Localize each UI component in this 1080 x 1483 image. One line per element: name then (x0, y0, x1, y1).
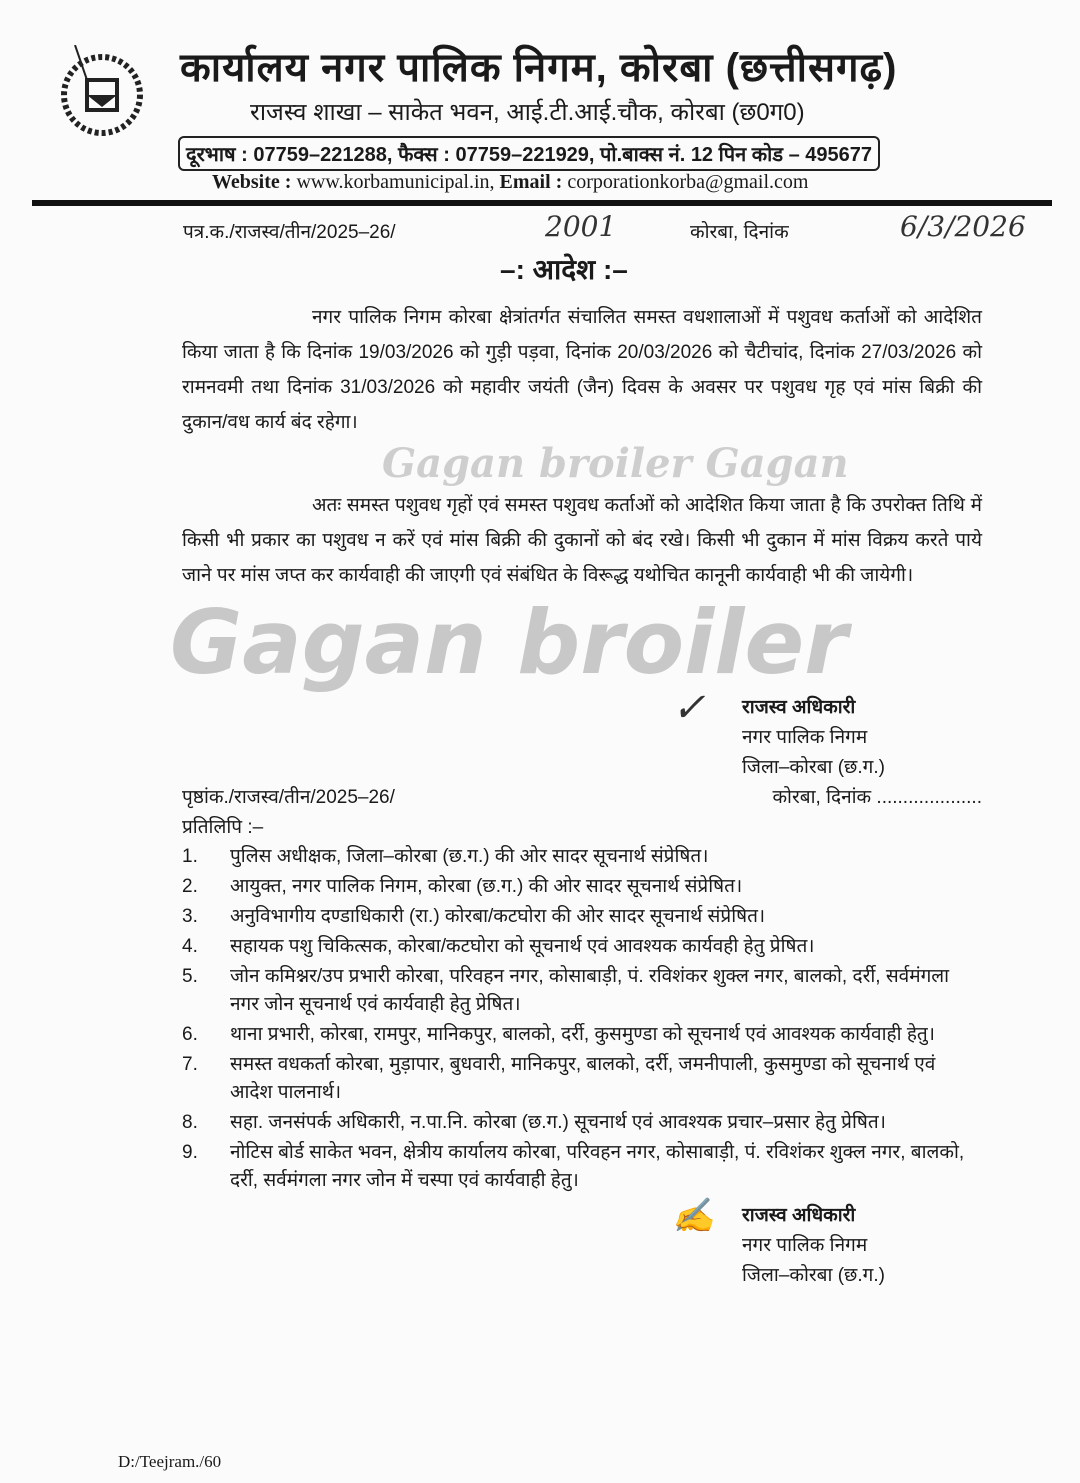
item-text: सहा. जनसंपर्क अधिकारी, न.पा.नि. कोरबा (छ.ग.) सूचनार्थ एवं आवश्यक प्रचार–प्रसार हेतु प्रेषित। (230, 1112, 886, 1133)
list-item (182, 873, 982, 901)
office-title: कार्यालय नगर पालिक निगम, कोरबा (छत्तीसगढ़) (180, 46, 898, 90)
item-number: 4. (182, 936, 198, 957)
signatory-2-title: राजस्व अधिकारी (742, 1205, 856, 1226)
signature-block-1 (672, 685, 982, 783)
endorsement-row (182, 783, 982, 813)
signatory-1-title: राजस्व अधिकारी (742, 697, 856, 718)
item-number: 7. (182, 1054, 198, 1075)
item-text: जोन कमिश्नर/उप प्रभारी कोरबा, परिवहन नगर, कोसाबाड़ी, पं. रविशंकर शुक्ल नगर, बालको, दर्री, सर्वमंगला नगर जोन सूचनार्थ एवं कार्यवाही हेतु प्रेषित। (230, 966, 950, 1015)
place-date-label: कोरबा, दिनांक (690, 222, 789, 243)
copy-recipient-list (182, 843, 982, 1197)
list-item (182, 1109, 982, 1137)
signature-mark-1: ✓ (672, 685, 706, 731)
list-item (182, 933, 982, 961)
list-item (182, 1021, 982, 1049)
header-divider (32, 200, 1052, 206)
order-paragraph-2: अतः समस्त पशुवध गृहों एवं समस्त पशुवध कर्ताओं को आदेशित किया जाता है कि उपरोक्त तिथि में किसी भी प्रकार का पशुवध न करें एवं मांस बिक्री की दुकानों को बंद रखे। किसी भी दुकान में मांस विक्रय करते पाये जाने पर मांस जप्त कर कार्यवाही की जाएगी एवं संबंधित के विरूद्ध यथोचित कानूनी कार्यवाही भी की जायेगी। (182, 495, 982, 586)
item-text: आयुक्त, नगर पालिक निगम, कोरबा (छ.ग.) की ओर सादर सूचनार्थ संप्रेषित। (230, 876, 743, 897)
list-item (182, 1139, 982, 1195)
list-item (182, 903, 982, 931)
signature-block-2 (672, 1196, 982, 1291)
list-item (182, 963, 982, 1019)
email-label: Email : (499, 171, 563, 193)
item-text: थाना प्रभारी, कोरबा, रामपुर, मानिकपुर, बालको, दर्री, कुसमुण्डा को सूचनार्थ एवं आवश्यक कार्यवाही हेतु। (230, 1024, 935, 1045)
list-item (182, 843, 982, 871)
website-email-line (212, 171, 808, 194)
order-heading: –: आदेश :– (500, 254, 628, 285)
signatory-2-org: नगर पालिक निगम (742, 1235, 868, 1256)
letter-number: पत्र.क./राजस्व/तीन/2025–26/ (183, 222, 396, 243)
email-link[interactable]: corporationkorba@gmail.com (567, 171, 809, 193)
item-number: 9. (182, 1142, 198, 1163)
file-reference-code: D:/Teejram./60 (118, 1452, 222, 1471)
item-text: सहायक पशु चिकित्सक, कोरबा/कटघोरा को सूचनार्थ एवं आवश्यक कार्यवही हेतु प्रेषित। (230, 936, 815, 957)
endorsement-number: पृष्ठांक./राजस्व/तीन/2025–26/ (182, 787, 395, 808)
website-link[interactable]: www.korbamunicipal.in, (296, 171, 495, 193)
contact-box: दूरभाष : 07759–221288, फैक्स : 07759–221929, पो.बाक्स नं. 12 पिन कोड – 495677 (178, 136, 880, 171)
item-number: 1. (182, 846, 198, 867)
item-number: 3. (182, 906, 198, 927)
item-text: अनुविभागीय दण्डाधिकारी (रा.) कोरबा/कटघोरा की ओर सादर सूचनार्थ संप्रेषित। (230, 906, 766, 927)
handwritten-date: 6/3/2026 (900, 210, 1026, 243)
document-body (170, 300, 982, 1291)
list-item (182, 1051, 982, 1107)
handwritten-letter-number: 2001 (545, 210, 617, 243)
signature-mark-2: ✍ (672, 1196, 715, 1236)
watermark-large: Gagan broiler (170, 591, 848, 694)
municipal-seal-logo (55, 45, 150, 140)
item-number: 5. (182, 966, 198, 987)
order-paragraph-1: नगर पालिक निगम कोरबा क्षेत्रांतर्गत संचालित समस्त वधशालाओं में पशुवध कर्ताओं को आदेशित किया जाता है कि दिनांक 19/03/2026 को गुड़ी पड़वा, दिनांक 20/03/2026 को चैटीचांद, दिनांक 27/03/2026 को रामनवमी तथा दिनांक 31/03/2026 को महावीर जयंती (जैन) दिवस के अवसर पर पशुवध गृह एवं मांस बिक्री की दुकान/वध कार्य बंद रहेगा। (182, 307, 982, 433)
item-number: 8. (182, 1112, 198, 1133)
item-number: 2. (182, 876, 198, 897)
item-text: पुलिस अधीक्षक, जिला–कोरबा (छ.ग.) की ओर सादर सूचनार्थ संप्रेषित। (230, 846, 709, 867)
office-address: राजस्व शाखा – साकेत भवन, आई.टी.आई.चौक, कोरबा (छ0ग0) (250, 99, 805, 126)
copy-label: प्रतिलिपि :– (182, 817, 264, 838)
website-label: Website : (212, 171, 292, 193)
signatory-1-district: जिला–कोरबा (छ.ग.) (742, 757, 885, 778)
signatory-2-district: जिला–कोरबा (छ.ग.) (742, 1265, 885, 1286)
item-text: नोटिस बोर्ड साकेत भवन, क्षेत्रीय कार्यालय कोरबा, परिवहन नगर, कोसाबाड़ी, पं. रविशंकर शुक्ल नगर, बालको, दर्री, सर्वमंगला नगर जोन में चस्पा एवं कार्यवाही हेतु। (230, 1142, 965, 1191)
signatory-1-org: नगर पालिक निगम (742, 727, 868, 748)
item-text: समस्त वधकर्ता कोरबा, मुड़ापार, बुधवारी, मानिकपुर, बालको, दर्री, जमनीपाली, कुसमुण्डा को सूचनार्थ एवं आदेश पालनार्थ। (230, 1054, 936, 1103)
endorsement-place-date: कोरबा, दिनांक .................... (772, 787, 982, 808)
watermark-small: Gagan broiler Gagan (382, 440, 849, 487)
item-number: 6. (182, 1024, 198, 1045)
